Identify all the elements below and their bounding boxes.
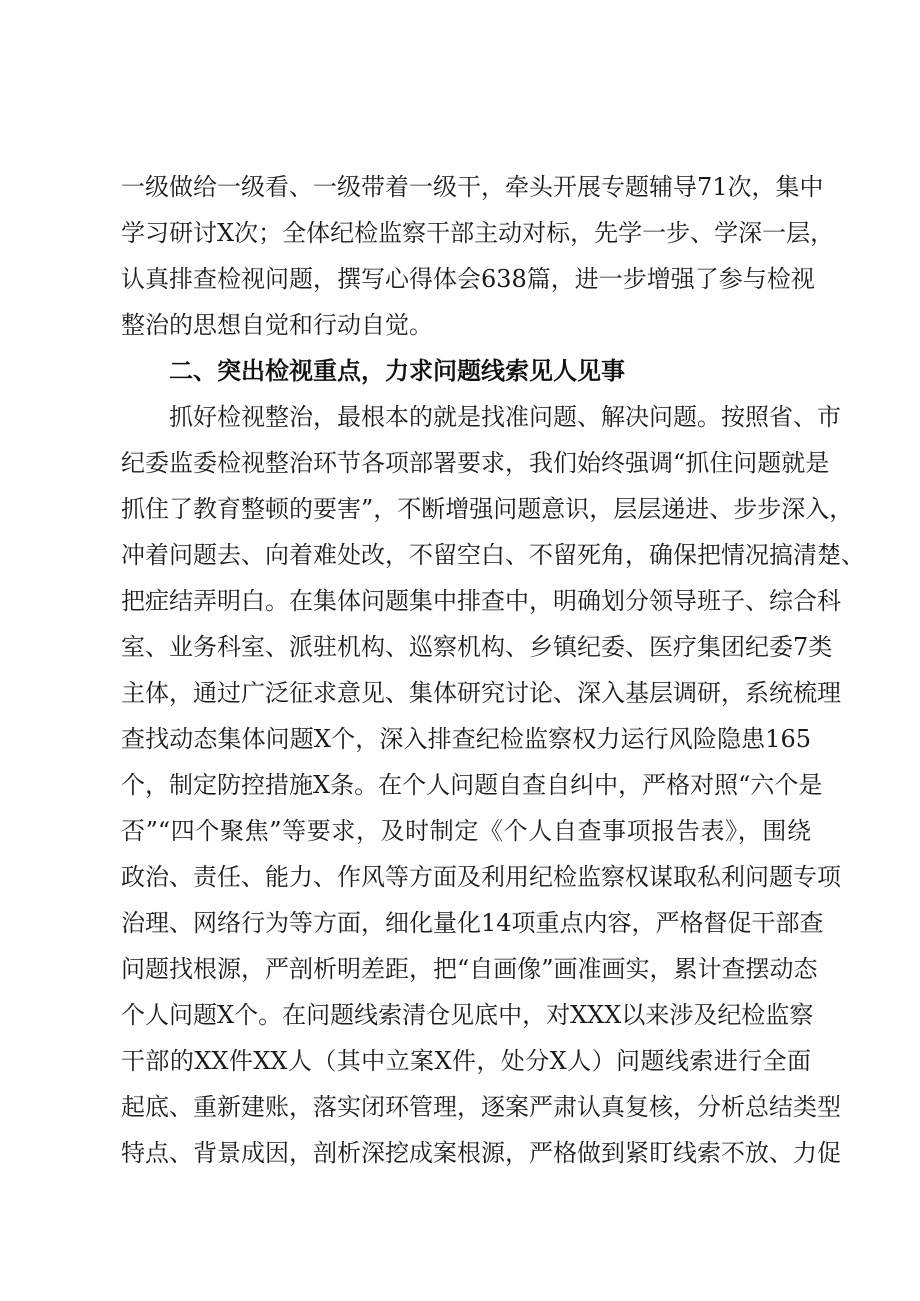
paragraph-2-line: 治理、网络行为等方面，细化量化14项重点内容，严格督促干部查 [121, 909, 824, 937]
paragraph-1-line: 一级做给一级看、一级带着一级干，牵头开展专题辅导71次，集中 [121, 173, 824, 201]
paragraph-1-line: 学习研讨X次；全体纪检监察干部主动对标，先学一步、学深一层， [121, 219, 835, 247]
paragraph-2-line: 查找动态集体问题X个，深入排查纪检监察权力运行风险隐患165 [121, 725, 811, 753]
paragraph-2-line: 特点、背景成因，剖析深挖成案根源，严格做到紧盯线索不放、力促 [121, 1139, 841, 1167]
paragraph-1-line: 认真排查检视问题，撰写心得体会638篇，进一步增强了参与检视 [121, 265, 815, 293]
paragraph-2-line: 室、业务科室、派驻机构、巡察机构、乡镇纪委、医疗集团纪委7类 [121, 633, 833, 661]
paragraph-2-line: 问题找根源，严剖析明差距，把“自画像”画准画实，累计查摆动态 [121, 955, 818, 983]
paragraph-2-line: 个人问题X个。在问题线索清仓见底中，对XXX以来涉及纪检监察 [121, 1001, 814, 1029]
paragraph-2-line: 主体，通过广泛征求意见、集体研究讨论、深入基层调研，系统梳理 [121, 679, 841, 707]
paragraph-2-line: 政治、责任、能力、作风等方面及利用纪检监察权谋取私利问题专项 [121, 863, 841, 891]
paragraph-2-line: 个，制定防控措施X条。在个人问题自查自纠中，严格对照“六个是 [121, 771, 823, 799]
paragraph-2-line: 抓好检视整治，最根本的就是找准问题、解决问题。按照省、市 [169, 403, 841, 431]
paragraph-2-line: 起底、重新建账，落实闭环管理，逐案严肃认真复核，分析总结类型 [121, 1093, 841, 1121]
section-heading-text: 二、突出检视重点，力求问题线索见人见事 [169, 357, 625, 385]
paragraph-2-line: 冲着问题去、向着难处改，不留空白、不留死角，确保把情况搞清楚、 [121, 541, 865, 569]
paragraph-2-line: 否”“四个聚焦”等要求，及时制定《个人自查事项报告表》，围绕 [121, 817, 811, 845]
paragraph-2-line: 纪委监委检视整治环节各项部署要求，我们始终强调“抓住问题就是 [121, 449, 830, 477]
paragraph-2-line: 抓住了教育整顿的要害”，不断增强问题意识，层层递进、步步深入， [121, 495, 854, 523]
paragraph-1-line: 整治的思想自觉和行动自觉。 [121, 311, 433, 339]
paragraph-2-line: 干部的XX件XX人（其中立案X件，处分X人）问题线索进行全面 [121, 1047, 811, 1075]
paragraph-2-line: 把症结弄明白。在集体问题集中排查中，明确划分领导班子、综合科 [121, 587, 841, 615]
